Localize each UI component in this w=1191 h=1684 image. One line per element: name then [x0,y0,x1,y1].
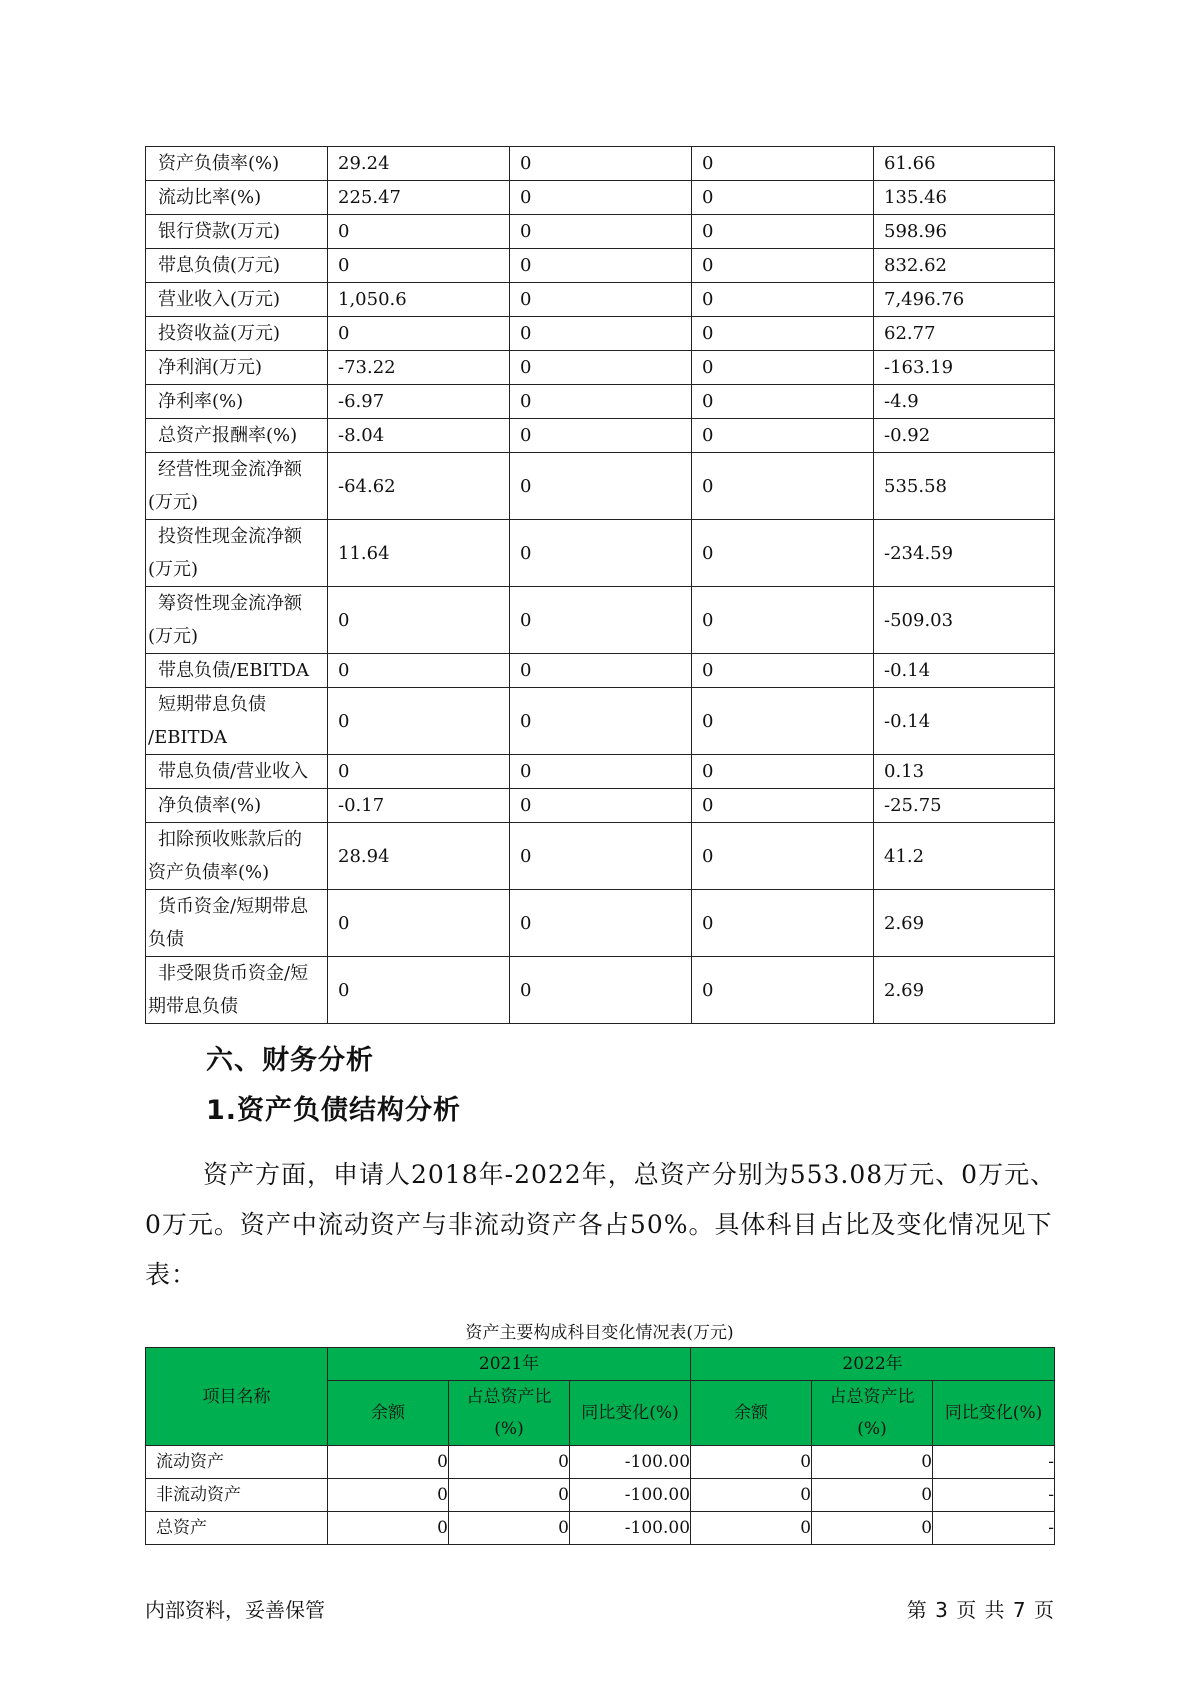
row-label: 总资产 [146,1512,328,1545]
row-label-line1: 筹资性现金流净额 [158,593,302,614]
row-label [146,520,328,587]
row-value: 0 [510,654,692,688]
row-value: 0 [510,789,692,823]
row-value: 0 [449,1512,570,1545]
row-value: 0 [328,1479,449,1512]
row-value: 135.46 [874,181,1055,215]
row-label: 非流动资产 [146,1479,328,1512]
table-row [146,181,1055,215]
row-value: 0 [692,419,874,453]
row-value: 0 [812,1479,933,1512]
row-label: 带息负债/EBITDA [146,654,328,688]
table-row [146,147,1055,181]
row-value: 0 [692,688,874,755]
row-value: 0 [692,249,874,283]
row-value: 0 [812,1446,933,1479]
row-label: 净利率(%) [146,385,328,419]
row-value: -0.14 [874,654,1055,688]
table-row [146,249,1055,283]
row-value: 0 [692,351,874,385]
row-value: -100.00 [570,1479,691,1512]
row-value: -100.00 [570,1446,691,1479]
row-value: 61.66 [874,147,1055,181]
row-value: 11.64 [328,520,510,587]
row-value: 0 [510,317,692,351]
header-item-name: 项目名称 [146,1348,328,1446]
table-row [146,890,1055,957]
row-value: 2.69 [874,957,1055,1024]
row-value: 0 [510,351,692,385]
row-label-line1: 非受限货币资金/短 [158,963,309,984]
row-label: 带息负债/营业收入 [146,755,328,789]
row-value: 0.13 [874,755,1055,789]
asset-table-caption: 资产主要构成科目变化情况表(万元) [465,1323,734,1343]
table-row [146,789,1055,823]
row-value: 0 [328,688,510,755]
header-balance: 余额 [691,1381,812,1446]
table-row [146,520,1055,587]
row-value: -4.9 [874,385,1055,419]
table-row [146,1512,1055,1545]
row-value: 0 [692,317,874,351]
row-value: 0 [692,283,874,317]
header-share-line1: 占总资产比 [829,1387,915,1407]
table-row [146,587,1055,654]
header-share [449,1381,570,1446]
row-value: - [933,1446,1055,1479]
asset-composition-table [145,1347,1055,1545]
row-value: -100.00 [570,1512,691,1545]
row-value: 0 [449,1446,570,1479]
row-label: 投资收益(万元) [146,317,328,351]
row-label-line1: 投资性现金流净额 [158,526,302,547]
row-label-line1: 货币资金/短期带息 [158,896,309,917]
row-value: 0 [510,249,692,283]
table-row [146,755,1055,789]
row-value: 0 [692,755,874,789]
row-value: 28.94 [328,823,510,890]
row-value: 0 [692,215,874,249]
row-label [146,957,328,1024]
header-year-2022: 2022年 [691,1348,1055,1381]
table-row [146,654,1055,688]
row-value: 0 [510,147,692,181]
row-label: 营业收入(万元) [146,283,328,317]
row-label: 净利润(万元) [146,351,328,385]
subsection-heading: 1.资产负债结构分析 [206,1095,462,1126]
table-row [146,419,1055,453]
row-value: 0 [510,755,692,789]
row-value: 832.62 [874,249,1055,283]
row-value: 0 [692,520,874,587]
row-label [146,453,328,520]
footer-confidential-note: 内部资料，妥善保管 [145,1598,325,1622]
row-value: 0 [691,1446,812,1479]
row-label-line2: 资产负债率(%) [148,862,270,883]
row-value: 0 [510,453,692,520]
row-value: 0 [691,1479,812,1512]
row-value: 0 [692,789,874,823]
row-label: 带息负债(万元) [146,249,328,283]
row-label [146,688,328,755]
table-row [146,688,1055,755]
row-label-line2: /EBITDA [148,727,227,748]
analysis-paragraph: 资产方面，申请人2018年-2022年，总资产分别为553.08万元、0万元、0万元。资产中流动资产与非流动资产各占50%。具体科目占比及变化情况见下表： [145,1160,1057,1289]
row-value: -8.04 [328,419,510,453]
row-value: 598.96 [874,215,1055,249]
row-value: - [933,1479,1055,1512]
table-row [146,283,1055,317]
row-label: 总资产报酬率(%) [146,419,328,453]
row-value: 2.69 [874,890,1055,957]
row-value: 0 [328,755,510,789]
row-value: -25.75 [874,789,1055,823]
row-value: 0 [328,1512,449,1545]
row-value: 7,496.76 [874,283,1055,317]
row-label [146,587,328,654]
row-value: 0 [328,317,510,351]
row-value: 225.47 [328,181,510,215]
row-label-line2: 负债 [148,929,184,950]
row-value: 0 [510,957,692,1024]
row-label: 银行贷款(万元) [146,215,328,249]
row-label-line2: (万元) [148,559,199,580]
row-value: 0 [812,1512,933,1545]
row-label-line1: 扣除预收账款后的 [158,829,302,850]
row-value: 0 [692,823,874,890]
table-row [146,823,1055,890]
row-label [146,823,328,890]
row-value: 535.58 [874,453,1055,520]
row-value: 41.2 [874,823,1055,890]
row-value: 0 [692,453,874,520]
table-row [146,1479,1055,1512]
row-value: 0 [328,654,510,688]
row-value: 0 [328,587,510,654]
row-value: - [933,1512,1055,1545]
row-label [146,890,328,957]
row-label-line1: 经营性现金流净额 [158,459,302,480]
row-value: 0 [328,1446,449,1479]
header-year-2021: 2021年 [328,1348,691,1381]
table-row [146,317,1055,351]
row-value: 0 [510,890,692,957]
table-row [146,215,1055,249]
row-label: 净负债率(%) [146,789,328,823]
row-value: -64.62 [328,453,510,520]
row-value: -73.22 [328,351,510,385]
row-value: 0 [692,957,874,1024]
row-value: -0.92 [874,419,1055,453]
row-value: 0 [510,520,692,587]
header-yoy: 同比变化(%) [570,1381,691,1446]
row-value: 0 [328,215,510,249]
row-value: 0 [692,181,874,215]
row-label-line2: 期带息负债 [148,996,238,1017]
row-value: -0.17 [328,789,510,823]
row-value: 0 [510,587,692,654]
row-label-line1: 短期带息负债 [158,694,266,715]
row-value: -234.59 [874,520,1055,587]
table-row [146,957,1055,1024]
row-value: -0.14 [874,688,1055,755]
section-heading: 六、财务分析 [206,1045,374,1076]
row-value: 0 [692,385,874,419]
row-value: 0 [692,890,874,957]
table-row [146,385,1055,419]
row-value: 0 [328,957,510,1024]
row-value: 0 [510,283,692,317]
row-value: 0 [449,1479,570,1512]
row-label: 资产负债率(%) [146,147,328,181]
row-value: -509.03 [874,587,1055,654]
row-value: 29.24 [328,147,510,181]
footer-page-number: 第 3 页 共 7 页 [906,1598,1054,1622]
table-row [146,1446,1055,1479]
financial-indicator-table [145,146,1055,1024]
row-value: 0 [328,249,510,283]
header-yoy: 同比变化(%) [933,1381,1055,1446]
row-value: -163.19 [874,351,1055,385]
row-value: 0 [691,1512,812,1545]
row-value: 0 [328,890,510,957]
header-share-line1: 占总资产比 [466,1387,552,1407]
row-value: 0 [692,654,874,688]
table-row [146,453,1055,520]
row-value: 0 [510,215,692,249]
row-value: 0 [692,587,874,654]
row-value: 0 [692,147,874,181]
row-value: 62.77 [874,317,1055,351]
row-value: 0 [510,823,692,890]
row-value: 1,050.6 [328,283,510,317]
header-share-line2: (%) [494,1419,524,1439]
row-label: 流动资产 [146,1446,328,1479]
row-label-line2: (万元) [148,626,199,647]
row-value: 0 [510,385,692,419]
row-label-line2: (万元) [148,492,199,513]
header-share [812,1381,933,1446]
row-label: 流动比率(%) [146,181,328,215]
row-value: 0 [510,419,692,453]
table-row [146,351,1055,385]
row-value: 0 [510,181,692,215]
row-value: -6.97 [328,385,510,419]
row-value: 0 [510,688,692,755]
header-share-line2: (%) [857,1419,887,1439]
header-balance: 余额 [328,1381,449,1446]
